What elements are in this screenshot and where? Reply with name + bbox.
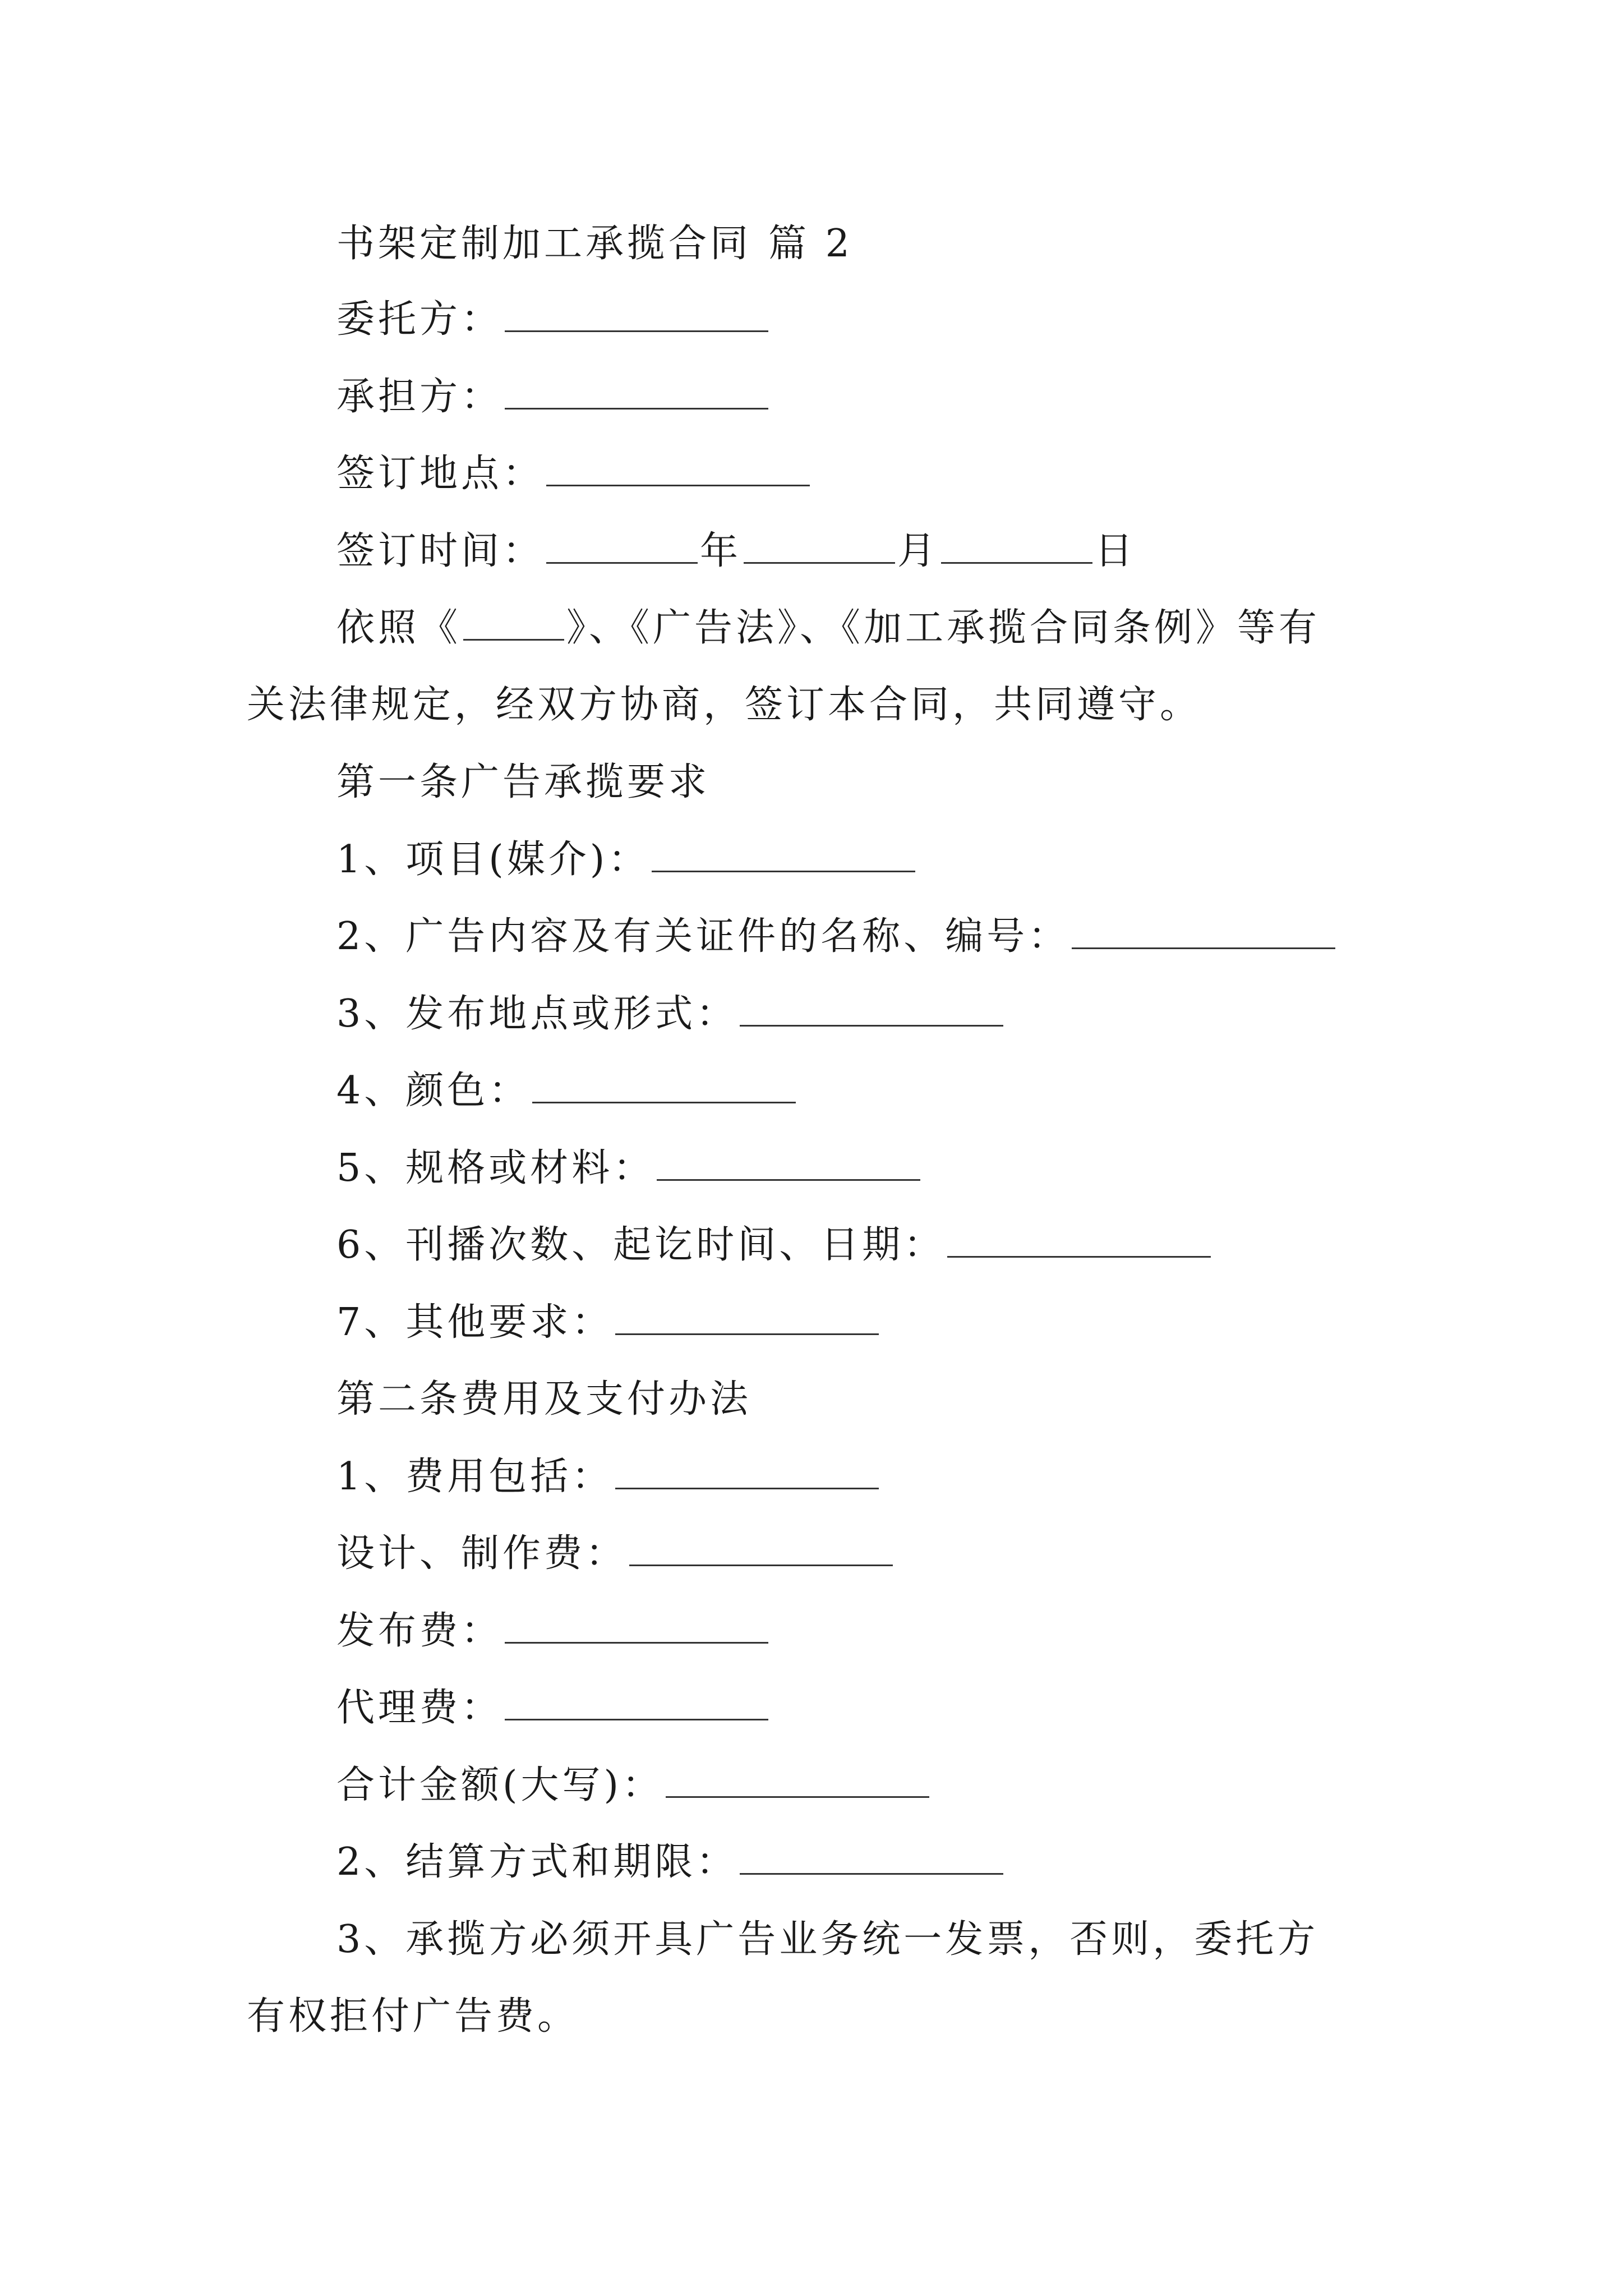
article-1-heading — [336, 760, 710, 805]
sign-date-label: 签订时间： — [336, 529, 545, 573]
party-contractor-label: 承担方： — [336, 375, 503, 419]
article-2-item-2-label: 2、结算方式和期限： — [336, 1840, 738, 1884]
article-2-item-1 — [336, 1455, 881, 1499]
article-1-item-5-label: 5、规格或材料： — [336, 1146, 655, 1190]
sign-place — [336, 452, 812, 496]
article-1-item-6 — [336, 1223, 1213, 1268]
party-client-blank[interactable] — [505, 299, 768, 332]
article-2-publish-fee — [336, 1609, 771, 1654]
article-2-clause-3-line-1 — [336, 1917, 1318, 1962]
sign-day-label: 日 — [1095, 529, 1137, 573]
preamble-line-2-text: 关法律规定，经双方协商，签订本合同，共同遵守。 — [247, 683, 1202, 727]
preamble-line-2 — [247, 683, 1201, 728]
sign-month-label: 月 — [897, 529, 939, 573]
sign-place-blank[interactable] — [546, 453, 810, 486]
article-1-item-5-blank[interactable] — [657, 1148, 920, 1181]
article-1-item-7-label: 7、其他要求： — [336, 1300, 614, 1345]
article-2-agency-fee — [336, 1686, 771, 1731]
preamble-part-1: 依照《 — [336, 606, 462, 650]
article-2-item-1-label: 1、费用包括： — [336, 1455, 614, 1499]
article-2-clause-3-line-2-text: 有权拒付广告费。 — [247, 1994, 579, 2039]
article-1-item-3-label: 3、发布地点或形式： — [336, 992, 738, 1036]
article-2-design-fee-label: 设计、制作费： — [336, 1531, 628, 1576]
article-1-item-2 — [336, 914, 1338, 959]
article-2-design-fee — [336, 1531, 895, 1576]
sign-year-label: 年 — [700, 529, 742, 573]
document-title — [336, 222, 853, 266]
party-contractor-blank[interactable] — [505, 376, 768, 409]
sign-date — [336, 529, 1136, 574]
article-1-item-3-blank[interactable] — [740, 993, 1003, 1027]
article-2-heading — [336, 1377, 751, 1422]
article-2-item-1-blank[interactable] — [615, 1456, 879, 1489]
article-1-item-6-label: 6、刊播次数、起讫时间、日期： — [336, 1223, 946, 1267]
article-1-item-5 — [336, 1146, 923, 1191]
article-2-heading-text: 第二条费用及支付办法 — [336, 1377, 752, 1421]
party-contractor — [336, 375, 771, 420]
party-client-label: 委托方： — [336, 297, 503, 342]
article-1-item-2-label: 2、广告内容及有关证件的名称、编号： — [336, 914, 1070, 959]
sign-year-blank[interactable] — [546, 531, 698, 564]
preamble-part-2: 》、《广告法》、《加工承揽合同条例》等有 — [566, 606, 1321, 650]
article-1-item-7-blank[interactable] — [615, 1302, 879, 1335]
article-2-total-amount-label: 合计金额(大写)： — [336, 1763, 664, 1807]
article-1-item-2-blank[interactable] — [1072, 916, 1335, 949]
article-1-heading-text: 第一条广告承揽要求 — [336, 760, 711, 804]
title-text: 书架定制加工承揽合同 — [336, 222, 752, 266]
article-2-clause-3-line-1-text: 3、承揽方必须开具广告业务统一发票，否则，委托方 — [336, 1917, 1319, 1962]
article-1-item-1-label: 1、项目(媒介)： — [336, 838, 650, 882]
article-1-item-1 — [336, 838, 917, 882]
sign-day-blank[interactable] — [941, 531, 1092, 564]
article-1-item-1-blank[interactable] — [652, 839, 915, 872]
article-1-item-4-label: 4、颜色： — [336, 1069, 531, 1113]
article-1-item-3 — [336, 992, 1006, 1037]
article-2-total-amount-blank[interactable] — [666, 1765, 929, 1798]
article-1-item-7 — [336, 1300, 881, 1345]
article-2-item-2-blank[interactable] — [740, 1842, 1003, 1875]
sign-place-label: 签订地点： — [336, 452, 545, 496]
sign-month-blank[interactable] — [744, 531, 895, 564]
preamble-line-1 — [336, 606, 1320, 651]
article-2-publish-fee-label: 发布费： — [336, 1609, 503, 1653]
article-2-publish-fee-blank[interactable] — [505, 1611, 768, 1644]
article-1-item-4-blank[interactable] — [532, 1070, 796, 1103]
article-2-item-2 — [336, 1840, 1006, 1885]
article-1-item-4 — [336, 1069, 798, 1114]
article-2-clause-3-line-2 — [247, 1994, 579, 2039]
article-2-agency-fee-label: 代理费： — [336, 1686, 503, 1730]
article-2-total-amount — [336, 1763, 932, 1808]
preamble-law-blank[interactable] — [463, 608, 564, 641]
article-1-item-6-blank[interactable] — [947, 1225, 1211, 1258]
title-suffix: 篇 2 — [768, 222, 853, 266]
party-client — [336, 297, 771, 342]
article-2-agency-fee-blank[interactable] — [505, 1687, 768, 1720]
article-2-design-fee-blank[interactable] — [629, 1533, 893, 1566]
